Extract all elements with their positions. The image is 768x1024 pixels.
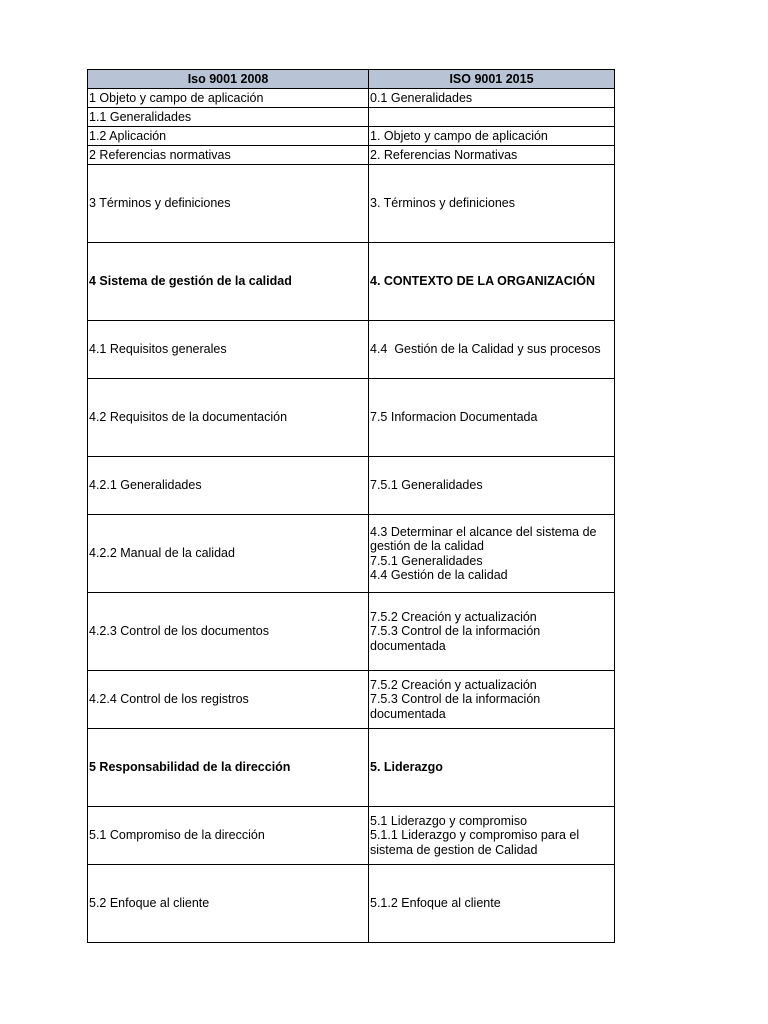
cell-text-line: 5.1.1 Liderazgo y compromiso para el	[370, 828, 580, 843]
cell-text-line: 5. Liderazgo	[370, 760, 443, 775]
cell-text-line: 0.1 Generalidades	[370, 90, 473, 105]
cell-iso-2015	[369, 127, 615, 146]
cell-text-line: 1.1 Generalidades	[89, 109, 192, 124]
cell-text-line: documentada	[370, 638, 446, 653]
table-row	[88, 127, 615, 146]
table-row	[88, 165, 615, 243]
cell-text-line: 4. CONTEXTO DE LA ORGANIZACIÓN	[370, 274, 596, 289]
cell-text-line: 4.1 Requisitos generales	[89, 342, 227, 357]
cell-text-line: 2 Referencias normativas	[89, 147, 231, 162]
cell-text-line: 5.1.2 Enfoque al cliente	[370, 896, 501, 911]
iso-comparison-table	[87, 69, 615, 943]
table-row	[88, 379, 615, 457]
cell-iso-2015	[369, 593, 615, 671]
table-row	[88, 108, 615, 127]
cell-iso-2015	[369, 729, 615, 807]
cell-text-line: 5.1 Compromiso de la dirección	[89, 828, 265, 843]
cell-iso-2008	[88, 593, 369, 671]
table-row	[88, 243, 615, 321]
header-iso-2015: ISO 9001 2015	[369, 70, 615, 89]
cell-iso-2008	[88, 89, 369, 108]
cell-iso-2008	[88, 671, 369, 729]
table-row	[88, 671, 615, 729]
cell-text-line: 7.5.1 Generalidades	[370, 553, 483, 568]
cell-iso-2015	[369, 165, 615, 243]
cell-text-line: 7.5.2 Creación y actualización	[370, 609, 537, 624]
cell-iso-2008	[88, 807, 369, 865]
cell-iso-2015	[369, 807, 615, 865]
cell-iso-2008	[88, 379, 369, 457]
cell-iso-2015	[369, 865, 615, 943]
cell-iso-2008	[88, 865, 369, 943]
cell-text-line: sistema de gestion de Calidad	[370, 842, 538, 857]
cell-text-line: 7.5 Informacion Documentada	[370, 410, 538, 425]
cell-iso-2015	[369, 515, 615, 593]
cell-text-line: 7.5.1 Generalidades	[370, 478, 483, 493]
cell-iso-2008	[88, 108, 369, 127]
table-row	[88, 807, 615, 865]
cell-iso-2015	[369, 146, 615, 165]
cell-text-line: 7.5.2 Creación y actualización	[370, 677, 537, 692]
cell-text-line: 4 Sistema de gestión de la calidad	[89, 274, 292, 289]
cell-text-line: 4.2.3 Control de los documentos	[89, 624, 269, 639]
table-row	[88, 593, 615, 671]
cell-text-line: 4.2 Requisitos de la documentación	[89, 410, 288, 425]
cell-text-line: 5.1 Liderazgo y compromiso	[370, 813, 528, 828]
cell-iso-2008	[88, 127, 369, 146]
table-header-row	[88, 70, 615, 89]
cell-text-line: 3. Términos y definiciones	[370, 196, 515, 211]
cell-text-line: 4.4 Gestión de la calidad	[370, 568, 508, 582]
table-row	[88, 457, 615, 515]
cell-iso-2008	[88, 321, 369, 379]
cell-iso-2008	[88, 729, 369, 807]
cell-text-line: 7.5.3 Control de la información	[370, 624, 541, 639]
cell-iso-2015	[369, 379, 615, 457]
cell-iso-2015	[369, 321, 615, 379]
header-iso-2008: Iso 9001 2008	[88, 70, 369, 89]
table-row	[88, 729, 615, 807]
cell-text-line: gestión de la calidad	[370, 539, 484, 553]
cell-iso-2015	[369, 89, 615, 108]
cell-text-line: 3 Términos y definiciones	[89, 196, 231, 211]
cell-iso-2015	[369, 243, 615, 321]
cell-iso-2008	[88, 515, 369, 593]
cell-iso-2008	[88, 146, 369, 165]
cell-text-line: 4.2.4 Control de los registros	[89, 692, 249, 707]
table-body	[88, 89, 615, 943]
cell-text-line: documentada	[370, 706, 446, 721]
table-row	[88, 515, 615, 593]
cell-text-line: 2. Referencias Normativas	[370, 147, 518, 162]
cell-text-line: 4.2.2 Manual de la calidad	[89, 546, 235, 561]
cell-text-line: 1.2 Aplicación	[89, 128, 167, 143]
cell-text-line: 5.2 Enfoque al cliente	[89, 896, 210, 911]
cell-text-line: 1 Objeto y campo de aplicación	[89, 90, 264, 105]
cell-iso-2015	[369, 108, 615, 127]
cell-text-line: 5 Responsabilidad de la dirección	[89, 760, 291, 775]
cell-iso-2008	[88, 165, 369, 243]
table-row	[88, 89, 615, 108]
cell-iso-2008	[88, 457, 369, 515]
table-row	[88, 321, 615, 379]
table-row	[88, 146, 615, 165]
cell-text-line: 4.3 Determinar el alcance del sistema de	[370, 524, 597, 539]
cell-text-line: 7.5.3 Control de la información	[370, 692, 541, 707]
cell-iso-2015	[369, 671, 615, 729]
cell-text-line: 1. Objeto y campo de aplicación	[370, 128, 548, 143]
cell-iso-2015	[369, 457, 615, 515]
cell-text-line: 4.4 Gestión de la Calidad y sus procesos	[370, 342, 601, 357]
cell-text-line: 4.2.1 Generalidades	[89, 478, 202, 493]
cell-iso-2008	[88, 243, 369, 321]
table-row	[88, 865, 615, 943]
